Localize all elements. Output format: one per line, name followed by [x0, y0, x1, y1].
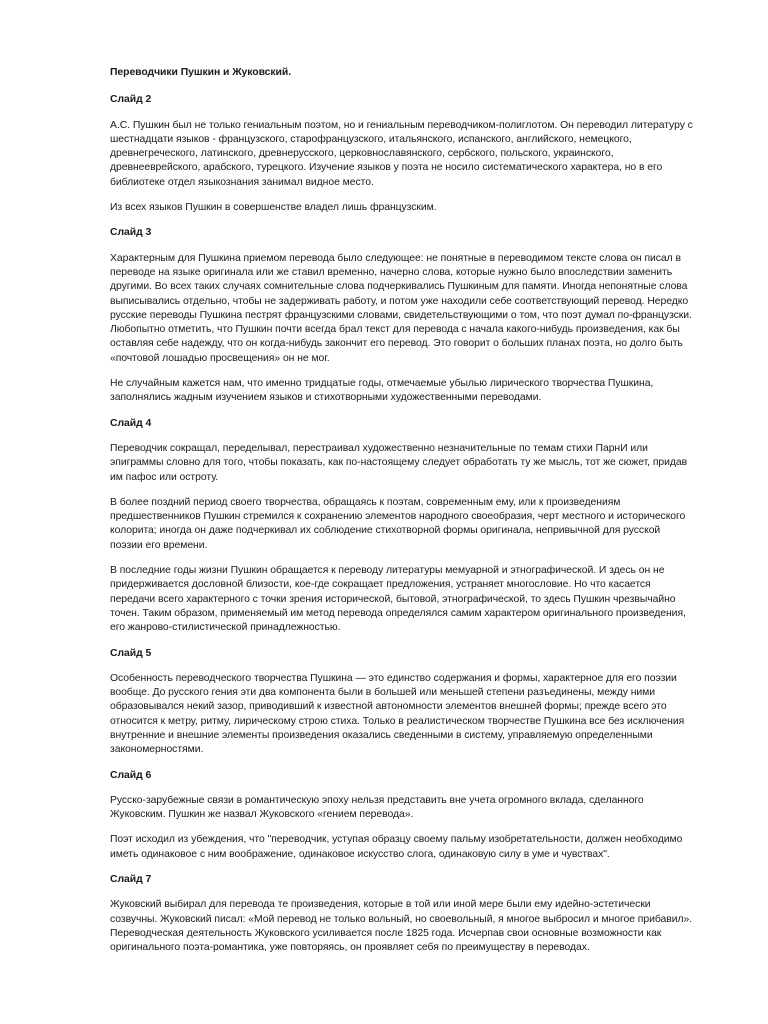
paragraph: Русско-зарубежные связи в романтическую эпоху нельзя представить вне учета огромного вклада, сделанного Жуковским. Пушкин же назвал Жуковского «гением перевода».: [110, 794, 644, 821]
section-slide-6: [110, 769, 695, 862]
section-slide-5: [110, 647, 695, 758]
slide-label: Слайд 2: [110, 94, 152, 106]
paragraph: В последние годы жизни Пушкин обращается к переводу литературы мемуарной и этнографической. И здесь он не придерживается дословной близости, кое-где сокращает предложения, устраняет многословие. Но что касается передачи всего характерного с точки зрения исторической, бытовой, этнографической, то здесь Пушкин чрезвычайно точен. Таким образом, применяемый им метод перевода определялся самим характером оригинального произведения, его жанрово-стилистической принадлежностью.: [110, 565, 686, 634]
slide-label: Слайд 4: [110, 417, 152, 429]
document-title: Переводчики Пушкин и Жуковский.: [110, 67, 292, 78]
section-slide-2: [110, 93, 695, 215]
paragraph: В более поздний период своего творчества, обращаясь к поэтам, современным ему, или к произведениям предшественников Пушкин стремился к сохранению элементов народного своеобразия, черт местного и исторического колорита; иногда он даже подчеркивал их соблюдение стихотворной формы оригинала, непривычной для русской поэзии его времени.: [110, 496, 686, 551]
slide-label: Слайд 7: [110, 874, 152, 886]
paragraph: Особенность переводческого творчества Пушкина — это единство содержания и формы, характерное для его поэзии вообще. До русского гения эти два компонента были в большей или меньшей степени разъединены, между ними образовывался некий зазор, приводивший к известной автономности элементов внешней формы; прежде всего это относится к метру, ритму, лирическому строю стиха. Только в реалистическом творчестве Пушкина все без исключения внутренние и внешние элементы произведения оказались сведенными в систему, управляемую определенными закономерностями.: [110, 672, 685, 756]
paragraph: Из всех языков Пушкин в совершенстве владел лишь французским.: [110, 202, 437, 214]
paragraph: Жуковский выбирал для перевода те произведения, которые в той или иной мере были ему идейно-эстетически созвучны. Жуковский писал: «Мой перевод не только вольный, но своевольный, я многое выбросил и многое прибавил». Переводческая деятельность Жуковского усиливается после 1825 года. Исчерпав свои основные возможности как оригинального поэта-романтика, уже повторяясь, он проявляет себя по преимуществу в переводах.: [110, 899, 693, 954]
slide-label: Слайд 6: [110, 769, 152, 781]
section-slide-3: [110, 226, 695, 405]
document-page: [110, 66, 695, 967]
paragraph: Характерным для Пушкина приемом перевода было следующее: не понятные в переводимом тексте слова он писал в переводе на языке оригинала или же ставил временно, начерно слова, которые нужно было впоследствии заменить другими. Во всех таких случаях сомнительные слова подчеркивались Пушкиным для памяти. Иногда непонятные слова выписывались отдельно, чтобы не задерживать работу, и потом уже находили себе соответствующий перевод. Нередко русские переводы Пушкина пестрят французскими словами, свидетельствующими о том, что поэт думал по-французски. Любопытно отметить, что Пушкин почти всегда брал текст для перевода с начала какого-нибудь произведения, как бы оставляя себе надежду, что он когда-нибудь закончит его перевод. Это говорит о больших планах поэта, но долго быть «почтовой лошадью просвещения» он не мог.: [110, 252, 692, 364]
slide-label: Слайд 3: [110, 227, 152, 239]
paragraph: Не случайным кажется нам, что именно тридцатые годы, отмечаемые убылью лирического творчества Пушкина, заполнялись жадным изучением языков и стихотворными художественными переводами.: [110, 378, 654, 404]
paragraph: Поэт исходил из убеждения, что "переводчик, уступая образцу своему пальму изобретательности, должен необходимо иметь одинаковое с ним воображение, одинаковое искусство слога, одинаковую силу в уме и чувствах".: [110, 834, 683, 860]
paragraph: Переводчик сокращал, переделывал, перестраивал художественно незначительные по темам стихи ПарнИ или эпиграммы словно для того, чтобы показать, как по-настоящему следует обработать ту же мысль, тот же сюжет, придав им пафос или остроту.: [110, 442, 688, 483]
section-slide-4: [110, 417, 695, 636]
paragraph: А.С. Пушкин был не только гениальным поэтом, но и гениальным переводчиком-полиглотом. Он переводил литературу с шестнадцати языков - французского, старофранцузского, итальянского, испанского, английского, немецкого, древнегреческого, латинского, древнерусского, церковнославянского, сербского, польского, украинского, древнееврейского, арабского, турецкого. Изучение языков у поэта не носило систематического характера, но в его библиотеке отдел языкознания занимал видное место.: [110, 119, 693, 188]
slide-label: Слайд 5: [110, 647, 152, 659]
section-slide-7: [110, 873, 695, 955]
